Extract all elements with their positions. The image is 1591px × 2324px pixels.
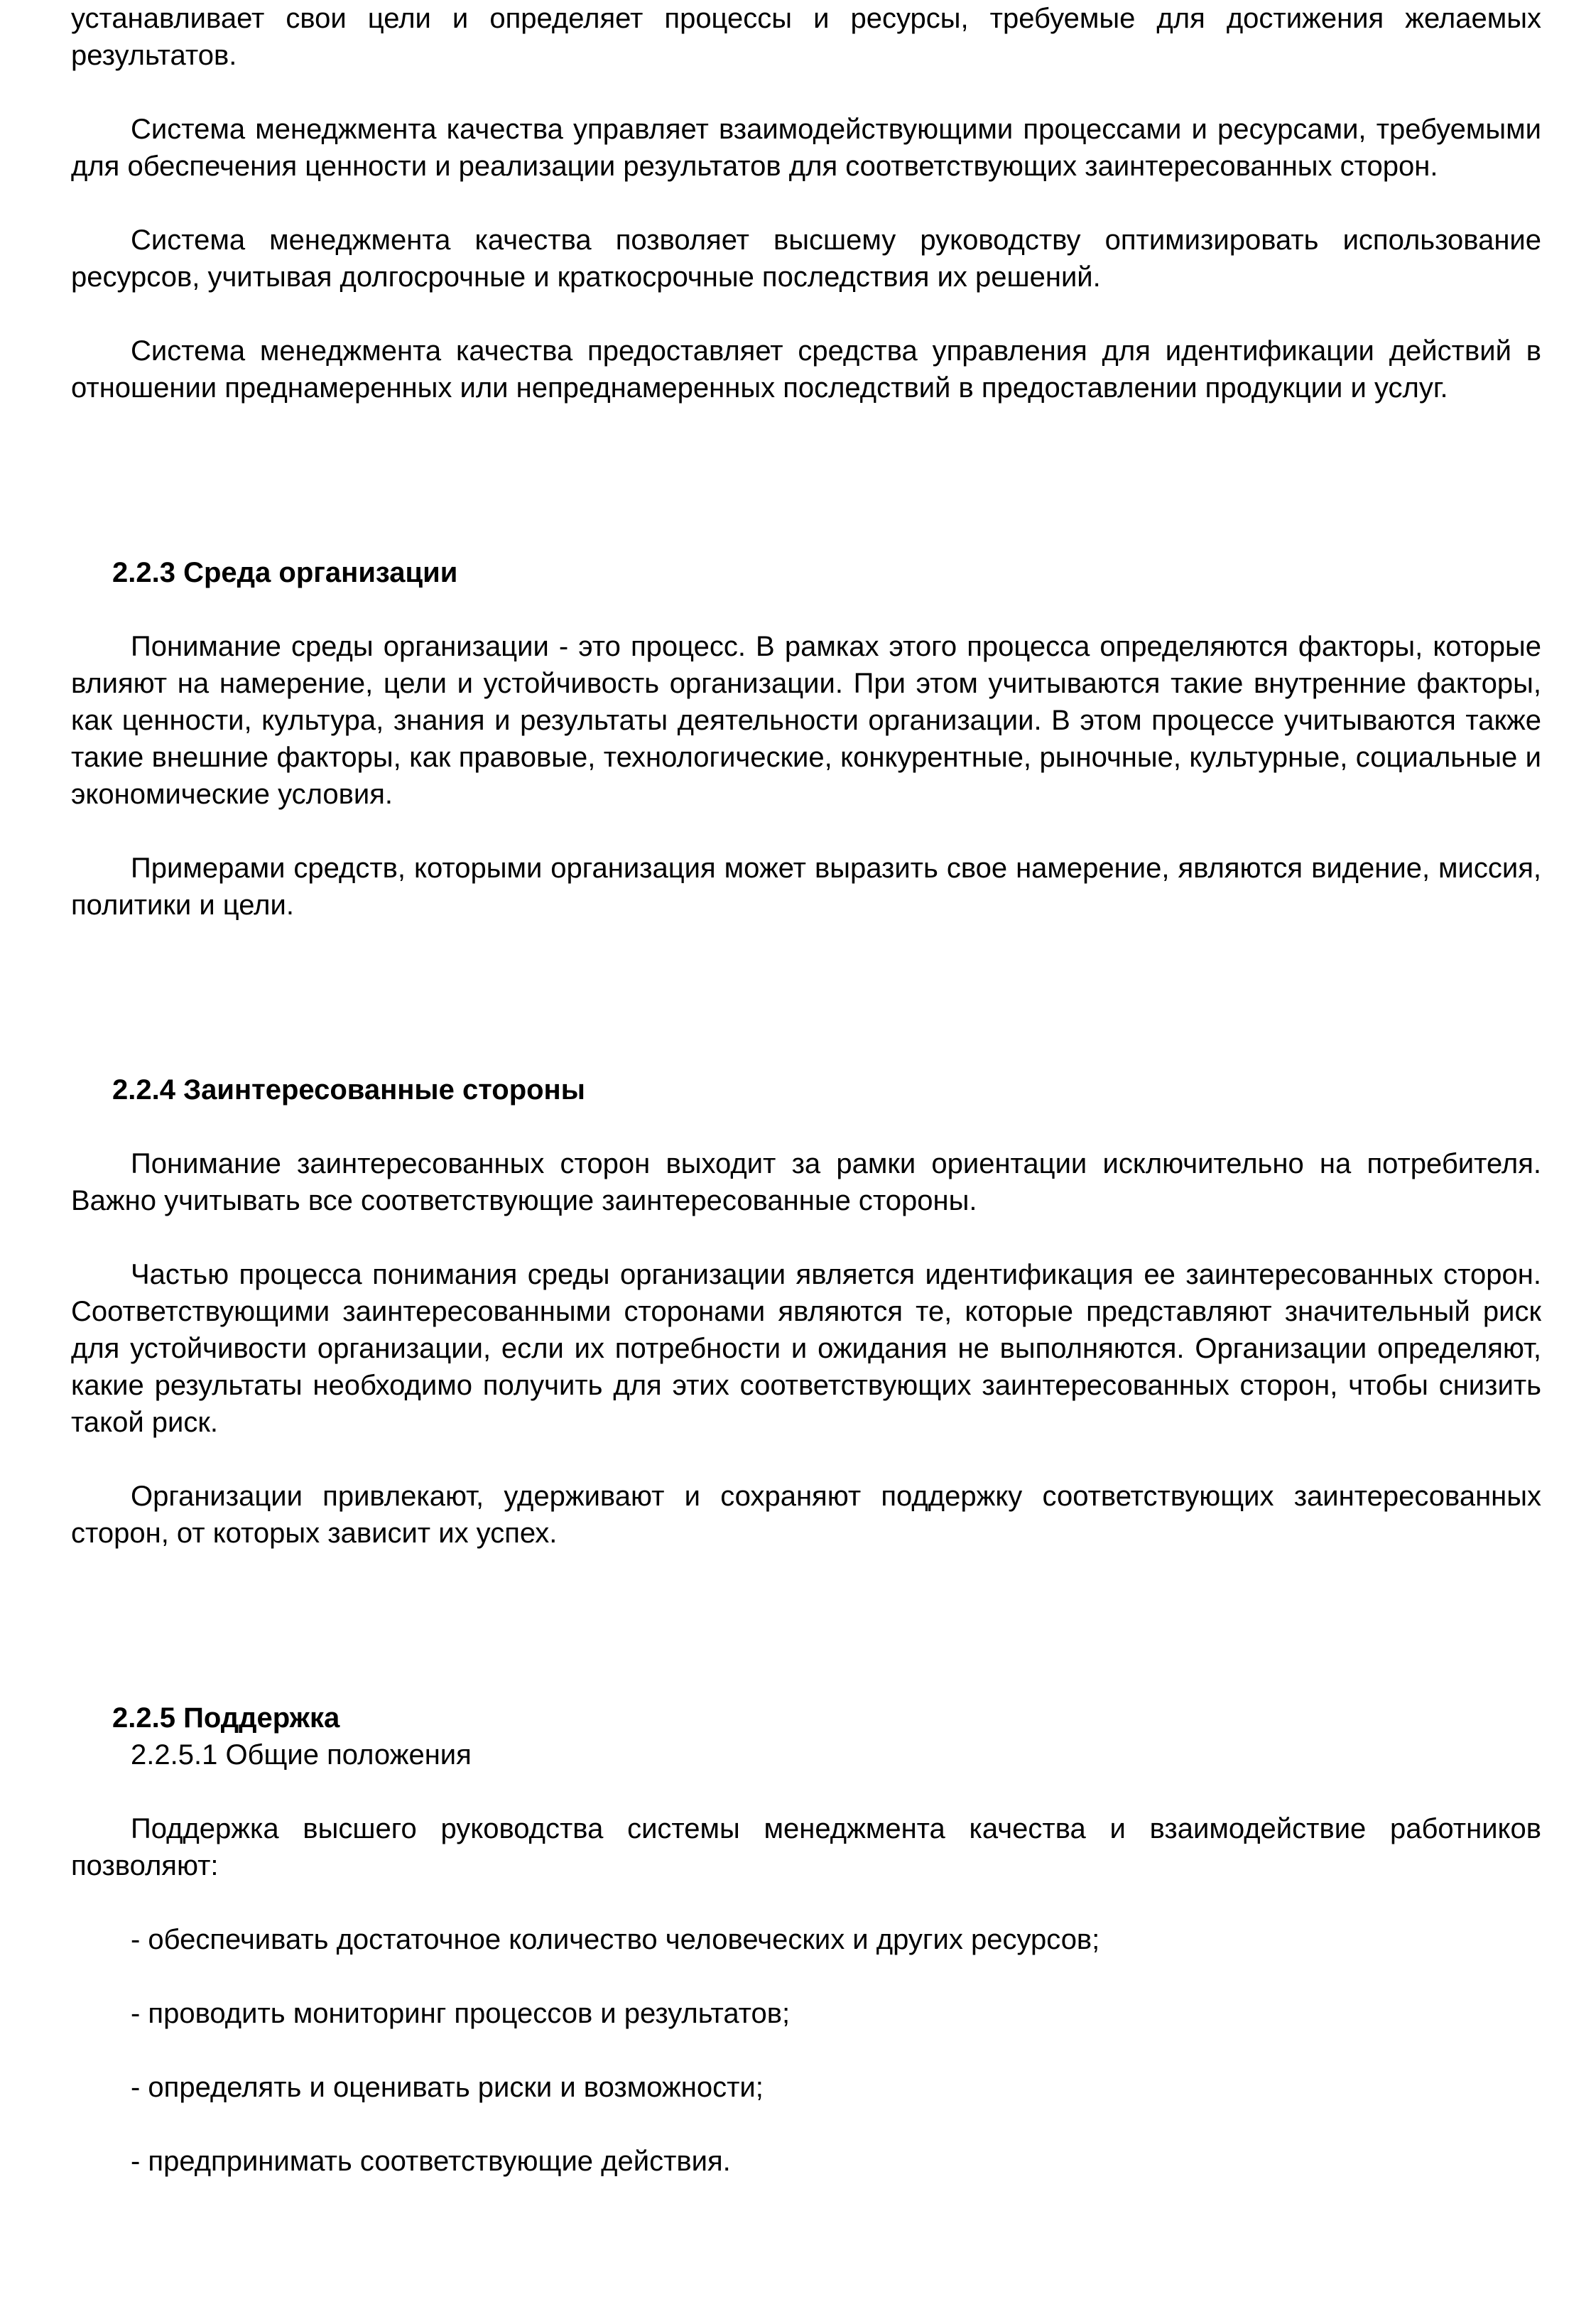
- intro-paragraph-0: устанавливает свои цели и определяет процессы и ресурсы, требуемые для достижения желаемых результатов.: [71, 3, 1541, 71]
- section-paragraph: Частью процесса понимания среды организации является идентификация ее заинтересованных сторон. Соответствующими заинтересованными сторонами являются те, которые представляют значительный риск для устойчивости организации, если их потребности и ожидания не выполняются. Организации определяют, какие результаты необходимо получить для этих соответствующих заинтересованных сторон, чтобы снизить такой риск.: [71, 1259, 1541, 1438]
- section-paragraph: Поддержка высшего руководства системы менеджмента качества и взаимодействие работников позволяют:: [71, 1813, 1541, 1881]
- section-2-2-3: [71, 554, 1541, 924]
- section-heading: 2.2.4 Заинтересованные стороны: [112, 1074, 585, 1106]
- section-paragraph: Примерами средств, которыми организация может выразить свое намерение, являются видение, миссия, политики и цели.: [71, 853, 1541, 921]
- section-heading: 2.2.3 Среда организации: [112, 557, 458, 588]
- section-paragraph: Понимание среды организации - это процесс. В рамках этого процесса определяются факторы, которые влияют на намерение, цели и устойчивость организации. При этом учитываются такие внутренние факторы, как ценности, культура, знания и результаты деятельности организации. В этом процессе учитываются также такие внешние факторы, как правовые, технологические, конкурентные, рыночные, культурные, социальные и экономические условия.: [71, 631, 1541, 810]
- subsection-heading: 2.2.5.1 Общие положения: [131, 1739, 472, 1771]
- intro-paragraph-2: Система менеджмента качества позволяет высшему руководству оптимизировать использование ресурсов, учитывая долгосрочные и краткосрочные последствия их решений.: [71, 225, 1541, 293]
- document-page: [71, 0, 1541, 2180]
- list-item: - проводить мониторинг процессов и результатов;: [131, 1998, 791, 2029]
- list-item: - предпринимать соответствующие действия.: [131, 2146, 731, 2177]
- intro-paragraph-1: Система менеджмента качества управляет взаимодействующими процессами и ресурсами, требуемыми для обеспечения ценности и реализации результатов для соответствующих заинтересованных сторон.: [71, 114, 1541, 182]
- section-heading: 2.2.5 Поддержка: [112, 1702, 340, 1734]
- section-paragraph: Понимание заинтересованных сторон выходит за рамки ориентации исключительно на потребителя. Важно учитывать все соответствующие заинтересованные стороны.: [71, 1148, 1541, 1216]
- section-2-2-5: [71, 1699, 1541, 2180]
- intro-paragraph-3: Система менеджмента качества предоставляет средства управления для идентификации действий в отношении преднамеренных или непреднамеренных последствий в предоставлении продукции и услуг.: [71, 335, 1541, 404]
- section-2-2-4: [71, 1071, 1541, 1552]
- section-paragraph: Организации привлекают, удерживают и сохраняют поддержку соответствующих заинтересованных сторон, от которых зависит их успех.: [71, 1481, 1541, 1549]
- list-item: - обеспечивать достаточное количество человеческих и других ресурсов;: [131, 1924, 1100, 1955]
- list-item: - определять и оценивать риски и возможности;: [131, 2072, 764, 2103]
